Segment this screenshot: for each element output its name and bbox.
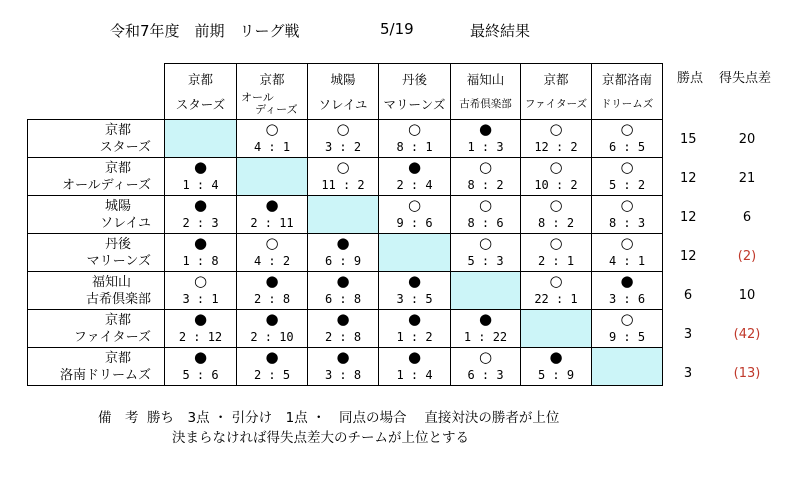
win-mark: ○ xyxy=(478,348,493,366)
table-row xyxy=(28,120,663,158)
score: 8 : 2 xyxy=(537,216,575,230)
result-cell xyxy=(451,196,521,234)
score: 11 : 2 xyxy=(321,178,365,192)
result-cell xyxy=(237,234,308,272)
result-cell xyxy=(165,234,237,272)
loss-mark: ● xyxy=(193,348,208,366)
result-cell xyxy=(308,158,379,196)
score: 4 : 2 xyxy=(253,254,291,268)
corner-cell xyxy=(28,64,165,120)
win-mark: ○ xyxy=(620,196,634,214)
col-header-name: 福知山 xyxy=(466,71,505,87)
score: 22 : 1 xyxy=(534,292,578,306)
row-header-team: スターズ xyxy=(99,139,151,155)
col-header-name: 城陽 xyxy=(330,71,356,87)
score: 9 : 5 xyxy=(608,330,646,344)
score: 8 : 3 xyxy=(608,216,646,230)
col-header xyxy=(165,64,237,120)
col-header-team xyxy=(237,92,307,117)
result-cell xyxy=(237,310,308,348)
score: 2 : 12 xyxy=(178,330,223,344)
col-header xyxy=(592,64,663,120)
score: 9 : 6 xyxy=(396,216,433,230)
goal-diff-value: (2) xyxy=(737,249,757,264)
score: 2 : 8 xyxy=(253,292,291,306)
score: 3 : 1 xyxy=(182,292,219,306)
col-header-team-part1: オール xyxy=(241,91,274,104)
result-cell xyxy=(521,234,592,272)
result-cell xyxy=(592,120,663,158)
result-cell xyxy=(237,196,308,234)
win-mark: ○ xyxy=(265,234,279,252)
loss-mark: ● xyxy=(407,272,422,290)
row-header-name: 福知山 xyxy=(91,274,131,290)
score: 1 : 8 xyxy=(182,254,219,268)
loss-mark: ● xyxy=(407,310,422,328)
col-header-team: ファイターズ xyxy=(524,97,588,110)
result-cell xyxy=(379,158,451,196)
score: 2 : 8 xyxy=(324,330,362,344)
win-mark: ○ xyxy=(620,120,634,138)
result-cell xyxy=(165,196,237,234)
row-header-name: 城陽 xyxy=(104,198,131,214)
score: 5 : 2 xyxy=(608,178,646,192)
score: 6 : 5 xyxy=(608,140,646,154)
result-cell xyxy=(521,272,592,310)
points-value: 15 xyxy=(680,132,697,147)
loss-mark: ● xyxy=(336,234,350,252)
score: 2 : 4 xyxy=(396,178,433,192)
col-header-team: マリーンズ xyxy=(383,96,446,112)
col-header xyxy=(379,64,451,120)
score: 5 : 6 xyxy=(182,368,219,382)
result-cell xyxy=(165,158,237,196)
result-cell xyxy=(592,310,663,348)
result-cell xyxy=(451,120,521,158)
win-mark: ○ xyxy=(407,196,422,214)
report-title xyxy=(0,20,798,40)
loss-mark: ● xyxy=(620,272,634,290)
result-cell xyxy=(165,310,237,348)
points-value: 12 xyxy=(680,249,697,264)
row-header xyxy=(28,158,165,196)
row-header-team: 洛南ドリームズ xyxy=(59,367,151,383)
col-header-name: 丹後 xyxy=(401,71,427,87)
goal-diff-value: 21 xyxy=(738,171,756,186)
loss-mark: ● xyxy=(265,272,279,290)
col-header-name: 京都 xyxy=(543,71,569,87)
loss-mark: ● xyxy=(193,158,208,176)
score: 3 : 8 xyxy=(324,368,362,382)
score: 1 : 3 xyxy=(467,140,504,154)
result-cell xyxy=(521,158,592,196)
score: 6 : 9 xyxy=(324,254,362,268)
title-main: 令和7年度 前期 リーグ戦 xyxy=(110,22,300,40)
table-row xyxy=(28,348,663,386)
table-row xyxy=(28,272,663,310)
col-header-team: ドリームズ xyxy=(600,97,654,110)
points-value: 12 xyxy=(680,210,697,225)
win-mark: ○ xyxy=(620,234,634,252)
result-cell xyxy=(521,196,592,234)
win-mark: ○ xyxy=(193,272,208,290)
win-mark: ○ xyxy=(336,158,350,176)
points-value: 3 xyxy=(683,366,693,381)
table-row xyxy=(28,158,663,196)
score: 3 : 5 xyxy=(396,292,433,306)
row-header-name: 京都 xyxy=(104,160,131,176)
result-cell xyxy=(308,310,379,348)
result-cell xyxy=(379,196,451,234)
result-cell xyxy=(308,348,379,386)
win-mark: ○ xyxy=(478,234,493,252)
result-cell xyxy=(521,348,592,386)
win-mark: ○ xyxy=(549,158,563,176)
win-mark: ○ xyxy=(549,272,563,290)
result-cell xyxy=(308,272,379,310)
row-header xyxy=(28,196,165,234)
loss-mark: ● xyxy=(336,310,350,328)
result-cell xyxy=(451,348,521,386)
notes-line1: 勝ち 3点 ・ 引分け 1点 ・ 同点の場合 直接対決の勝者が上位 xyxy=(147,410,560,426)
col-header xyxy=(451,64,521,120)
score: 4 : 1 xyxy=(253,140,291,154)
row-header-name: 丹後 xyxy=(104,236,131,252)
notes-label: 備 考 xyxy=(98,410,139,426)
loss-mark: ● xyxy=(265,310,279,328)
col-header-team: スターズ xyxy=(175,96,226,112)
loss-mark: ● xyxy=(193,234,208,252)
points-value: 3 xyxy=(683,327,693,342)
result-cell xyxy=(451,310,521,348)
self-match-cell xyxy=(521,310,592,348)
loss-mark: ● xyxy=(193,196,208,214)
win-mark: ○ xyxy=(549,234,563,252)
result-cell xyxy=(379,272,451,310)
result-cell xyxy=(592,196,663,234)
col-header-team: 古希倶楽部 xyxy=(459,97,512,110)
result-cell xyxy=(592,272,663,310)
score: 4 : 1 xyxy=(608,254,646,268)
result-cell xyxy=(592,158,663,196)
loss-mark: ● xyxy=(336,348,350,366)
win-mark: ○ xyxy=(336,120,350,138)
result-cell xyxy=(165,272,237,310)
title-date: 5/19 xyxy=(380,20,414,38)
col-header xyxy=(521,64,592,120)
result-cell xyxy=(592,234,663,272)
points-header: 勝点 xyxy=(677,71,704,86)
table-row xyxy=(28,310,663,348)
result-cell xyxy=(308,234,379,272)
win-mark: ○ xyxy=(549,120,563,138)
table-row xyxy=(28,196,663,234)
table-row xyxy=(28,234,663,272)
result-cell xyxy=(379,120,451,158)
row-header xyxy=(28,310,165,348)
score: 3 : 2 xyxy=(324,140,362,154)
self-match-cell xyxy=(379,234,451,272)
row-header-name: 京都 xyxy=(104,350,131,366)
points-value: 6 xyxy=(683,288,693,303)
score: 2 : 11 xyxy=(250,216,294,230)
col-header-name: 京都 xyxy=(187,71,213,87)
score: 1 : 2 xyxy=(396,330,433,344)
score: 12 : 2 xyxy=(534,140,578,154)
col-header xyxy=(237,64,308,120)
loss-mark: ● xyxy=(265,348,279,366)
col-header-team-part2: ディーズ xyxy=(255,102,298,116)
result-cell xyxy=(379,348,451,386)
result-cell xyxy=(521,120,592,158)
goal-diff-value: 10 xyxy=(738,288,756,303)
col-header-team: ソレイユ xyxy=(318,96,368,112)
row-header-name: 京都 xyxy=(104,122,131,138)
self-match-cell xyxy=(592,348,663,386)
score: 3 : 6 xyxy=(608,292,646,306)
result-cell xyxy=(237,348,308,386)
row-header xyxy=(28,272,165,310)
score: 1 : 4 xyxy=(396,368,433,382)
row-header xyxy=(28,348,165,386)
score: 2 : 1 xyxy=(537,254,575,268)
score: 1 : 22 xyxy=(463,330,508,344)
result-cell xyxy=(237,272,308,310)
league-table xyxy=(27,63,663,386)
loss-mark: ● xyxy=(336,272,350,290)
goal-diff-value: 6 xyxy=(742,210,752,225)
loss-mark: ● xyxy=(549,348,563,366)
loss-mark: ● xyxy=(407,348,422,366)
self-match-cell xyxy=(451,272,521,310)
loss-mark: ● xyxy=(193,310,208,328)
score: 6 : 3 xyxy=(467,368,504,382)
win-mark: ○ xyxy=(549,196,563,214)
win-mark: ○ xyxy=(407,120,422,138)
loss-mark: ● xyxy=(478,310,493,328)
points-value: 12 xyxy=(680,171,697,186)
row-header xyxy=(28,234,165,272)
row-header-team: オールディーズ xyxy=(61,177,151,193)
win-mark: ○ xyxy=(478,196,493,214)
row-header-team: マリーンズ xyxy=(86,253,151,269)
row-header-team: ファイターズ xyxy=(73,329,151,345)
win-mark: ○ xyxy=(620,158,634,176)
score: 2 : 10 xyxy=(250,330,294,344)
loss-mark: ● xyxy=(478,120,493,138)
score: 1 : 4 xyxy=(182,178,219,192)
result-cell xyxy=(451,234,521,272)
self-match-cell xyxy=(165,120,237,158)
col-header xyxy=(308,64,379,120)
goal-diff-value: (13) xyxy=(733,366,761,381)
row-header-name: 京都 xyxy=(104,312,131,328)
col-header-name: 京都 xyxy=(259,71,285,87)
result-cell xyxy=(237,120,308,158)
score: 5 : 9 xyxy=(537,368,575,382)
score: 5 : 3 xyxy=(467,254,504,268)
score: 2 : 3 xyxy=(182,216,219,230)
win-mark: ○ xyxy=(265,120,279,138)
score: 8 : 6 xyxy=(467,216,504,230)
title-status: 最終結果 xyxy=(470,22,531,40)
score: 8 : 2 xyxy=(467,178,504,192)
score: 6 : 8 xyxy=(324,292,362,306)
score: 10 : 2 xyxy=(534,178,578,192)
result-cell xyxy=(379,310,451,348)
score: 8 : 1 xyxy=(396,140,433,154)
row-header-team: 古希倶楽部 xyxy=(85,291,151,307)
result-cell xyxy=(308,120,379,158)
row-header-team: ソレイユ xyxy=(100,215,151,231)
row-header xyxy=(28,120,165,158)
notes-line2: 決まらなければ得失点差大のチームが上位とする xyxy=(172,430,469,446)
loss-mark: ● xyxy=(265,196,279,214)
win-mark: ○ xyxy=(478,158,493,176)
goal-diff-value: 20 xyxy=(738,132,756,147)
score: 2 : 5 xyxy=(253,368,291,382)
goal-diff-value: (42) xyxy=(733,327,761,342)
win-mark: ○ xyxy=(620,310,634,328)
diff-header: 得失点差 xyxy=(719,71,772,86)
result-cell xyxy=(165,348,237,386)
result-cell xyxy=(451,158,521,196)
loss-mark: ● xyxy=(407,158,422,176)
self-match-cell xyxy=(237,158,308,196)
col-header-name: 京都洛南 xyxy=(601,71,652,87)
self-match-cell xyxy=(308,196,379,234)
